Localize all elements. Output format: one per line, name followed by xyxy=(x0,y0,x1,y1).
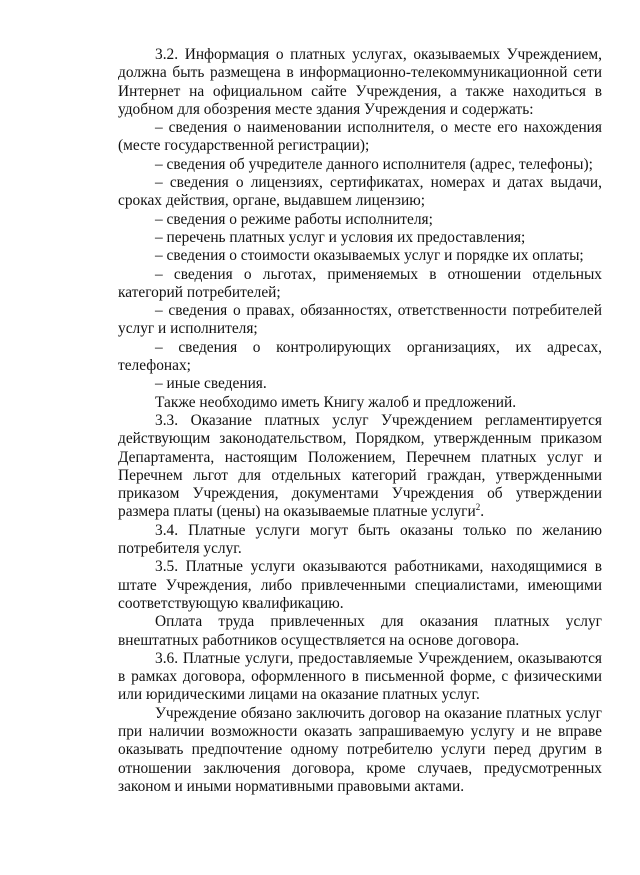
list-item-services-list: – перечень платных услуг и условия их предоставления; xyxy=(155,228,526,246)
paragraph-3-3-tail: . xyxy=(480,503,485,521)
footnote-mark: 2 xyxy=(475,502,481,513)
paragraph-3-3 xyxy=(118,412,602,522)
list-item-work-hours: – сведения о режиме работы исполнителя; xyxy=(155,210,433,228)
list-item-executor-name: – сведения о наименовании исполнителя, о месте его нахождения (месте государственной регистрации); xyxy=(118,119,602,155)
list-item-rights: – сведения о правах, обязанностях, ответственности потребителей услуг и исполнителя; xyxy=(118,302,602,338)
document-page xyxy=(118,46,602,796)
paragraph-3-3-text: 3.3. Оказание платных услуг Учреждением регламентируется действующим законодательством, Порядком, утвержденным приказом Департамента, настоящим Положением, Перечнем платных услуг и Перечнем льгот для отдельных категорий граждан, утвержденными приказом Учреждения, документами Учреждения об утверждении размера платы (цены) на оказываемые платные услуги xyxy=(118,411,602,521)
paragraph-3-5: 3.5. Платные услуги оказываются работниками, находящимися в штате Учреждения, либо привлеченными специалистами, имеющими соответствующую квалификацию. xyxy=(118,558,602,612)
list-item-controllers: – сведения о контролирующих организациях, их адресах, телефонах; xyxy=(118,338,602,375)
list-item-benefits: – сведения о льготах, применяемых в отношении отдельных категорий потребителей; xyxy=(118,265,602,301)
list-item-other: – иные сведения. xyxy=(155,375,267,393)
paragraph-payment: Оплата труда привлеченных для оказания платных услуг внештатных работников осуществляется на основе договора. xyxy=(118,613,602,649)
list-item-licenses: – сведения о лицензиях, сертификатах, номерах и датах выдачи, сроках действия, органе, выдавшем лицензию; xyxy=(118,174,602,210)
paragraph-complaint-book: Также необходимо иметь Книгу жалоб и предложений. xyxy=(155,393,517,411)
paragraph-3-2: 3.2. Информация о платных услугах, оказываемых Учреждением, должна быть размещена в информационно-телекоммуникационной сети Интернет на официальном сайте Учреждения, а также находиться в удобном для обозрения месте здания Учреждения и содержать: xyxy=(118,46,602,118)
list-item-founder: – сведения об учредителе данного исполнителя (адрес, телефоны); xyxy=(155,155,593,173)
paragraph-3-6: 3.6. Платные услуги, предоставляемые Учреждением, оказываются в рамках договора, оформленного в письменной форме, с физическими или юридическими лицами на оказание платных услуг. xyxy=(118,649,602,704)
paragraph-3-4: 3.4. Платные услуги могут быть оказаны только по желанию потребителя услуг. xyxy=(118,521,602,558)
list-item-cost: – сведения о стоимости оказываемых услуг и порядке их оплаты; xyxy=(155,247,584,265)
paragraph-obligation: Учреждение обязано заключить договор на оказание платных услуг при наличии возможности оказать запрашиваемую услугу и не вправе оказывать предпочтение одному потребителю услуги перед другим в отношении заключения договора, кроме случаев, предусмотренных законом и иными нормативными правовыми актами. xyxy=(118,704,602,795)
